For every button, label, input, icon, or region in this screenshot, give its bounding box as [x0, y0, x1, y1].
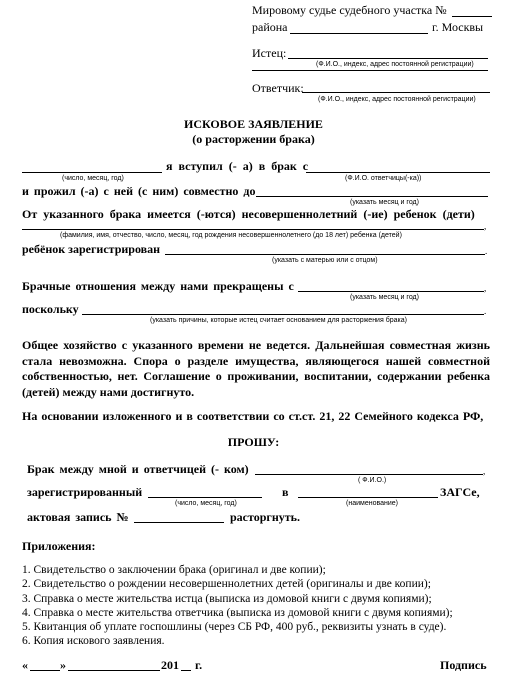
- request-fio-end: ,: [483, 466, 486, 476]
- children-line[interactable]: [22, 229, 484, 230]
- year-suffix: г.: [195, 658, 203, 672]
- city-text: г. Москвы: [432, 20, 484, 34]
- to-judge-text: Мировому судье судебного участка №: [252, 3, 447, 17]
- judge-number-line[interactable]: [452, 16, 492, 17]
- attachments-title: Приложения:: [22, 539, 96, 553]
- in-text: в: [282, 485, 289, 499]
- registration-date-line[interactable]: [148, 497, 262, 498]
- hint-month-year-2: (указать месяц и год): [350, 294, 419, 301]
- registered-text: зарегистрированный: [27, 485, 143, 499]
- child-registered-end: .: [485, 246, 488, 256]
- month-line[interactable]: [68, 670, 160, 671]
- hint-date: (число, месяц, год): [62, 175, 124, 182]
- children-text: От указанного брака имеется (-ются) несовершеннолетний (-ие) ребенок (дети): [22, 207, 475, 221]
- relations-line-end: ,: [484, 283, 487, 293]
- lived-text: и прожил (-а) с ней (с ним) совместно до: [22, 184, 256, 198]
- plaintiff-hint: (Ф.И.О., индекс, адрес постоянной регистрации): [316, 61, 474, 68]
- zags-text: ЗАГСе,: [440, 485, 480, 499]
- date-close-quote: »: [60, 658, 66, 672]
- hint-reasons: (указать причины, которые истец считает основанием для расторжения брака): [150, 317, 407, 324]
- relations-date-line[interactable]: [298, 291, 484, 292]
- hint-zags-name: (наименование): [346, 500, 398, 507]
- district-line[interactable]: [290, 33, 428, 34]
- defendant-label: Ответчик:: [252, 81, 304, 95]
- hint-children: (фамилия, имя, отчество, число, месяц, год рождения несовершеннолетнего (до 18 лет) ребенка (детей): [60, 232, 402, 239]
- hint-spouse: (Ф.И.О. ответчицы(-ка)): [345, 175, 422, 182]
- attachment-item: 1. Свидетельство о заключении брака (оригинал и две копии);: [22, 564, 326, 576]
- attachment-item: 3. Справка о месте жительства истца (выписка из домовой книги с двумя копиями);: [22, 592, 432, 605]
- district-label: района: [252, 20, 288, 34]
- dissolve-text: расторгнуть.: [230, 510, 301, 524]
- marriage-date-line[interactable]: [22, 172, 162, 173]
- plaintiff-line[interactable]: [288, 58, 488, 59]
- day-line[interactable]: [30, 670, 60, 671]
- child-registered-line[interactable]: [165, 254, 485, 255]
- request-fio-line[interactable]: [255, 474, 483, 475]
- hint-fio: ( Ф.И.О.): [358, 477, 387, 484]
- document-subtitle: (о расторжении брака): [192, 132, 315, 146]
- main-paragraph: Общее хозяйство с указанного времени не ведется. Дальнейшая совместная жизнь стала невозможна. Спора о разделе имущества, являющегося нашей совместной собственностью, нет. Соглашение о проживании, воспитании, содержании ребенка (детей) между нами достигнуто.: [22, 338, 490, 399]
- plaintiff-label: Истец:: [252, 46, 287, 60]
- because-text: поскольку: [22, 302, 79, 316]
- lived-until-line[interactable]: [256, 196, 488, 197]
- defendant-line[interactable]: [302, 92, 490, 93]
- spouse-name-line[interactable]: [306, 172, 490, 173]
- attachment-item: 6. Копия искового заявления.: [22, 635, 165, 648]
- marriage-text: я вступил (- а) в брак с: [166, 159, 309, 173]
- signature-label: Подпись: [440, 658, 487, 672]
- document-title: ИСКОВОЕ ЗАЯВЛЕНИЕ: [184, 117, 323, 131]
- reasons-line[interactable]: [82, 314, 484, 315]
- attachments-list: [22, 563, 502, 649]
- year-line[interactable]: [181, 670, 191, 671]
- year-text: 201: [161, 658, 179, 672]
- attachment-item: 2. Свидетельство о рождении несовершеннолетних детей (оригиналы и две копии);: [22, 578, 431, 591]
- date-open-quote: «: [22, 658, 28, 672]
- zags-name-line[interactable]: [298, 497, 438, 498]
- marriage-between-text: Брак между мной и ответчицей (- ком): [27, 462, 249, 476]
- hint-month-year: (указать месяц и год): [350, 199, 419, 206]
- request-title: ПРОШУ:: [227, 435, 280, 449]
- defendant-hint: (Ф.И.О., индекс, адрес постоянной регистрации): [318, 96, 476, 103]
- basis-text: На основании изложенного и в соответствии со ст.ст. 21, 22 Семейного кодекса РФ,: [22, 409, 484, 423]
- record-text: актовая запись №: [27, 510, 129, 524]
- plaintiff-line-2[interactable]: [252, 70, 488, 71]
- children-line-end: ,: [484, 221, 487, 231]
- relations-stopped-text: Брачные отношения между нами прекращены с: [22, 279, 294, 293]
- attachment-item: 4. Справка о месте жительства ответчика (выписка из домовой книги с двумя копиями);: [22, 606, 453, 619]
- reasons-line-end: .: [484, 306, 487, 316]
- hint-with-whom: (указать с матерью или с отцом): [272, 257, 378, 264]
- hint-reg-date: (число, месяц, год): [175, 500, 237, 507]
- record-number-line[interactable]: [134, 522, 224, 523]
- child-registered-text: ребёнок зарегистрирован: [22, 242, 161, 256]
- attachment-item: 5. Квитанция об уплате госпошлины (через СБ РФ, 400 руб., реквизиты узнать в суде).: [22, 621, 447, 634]
